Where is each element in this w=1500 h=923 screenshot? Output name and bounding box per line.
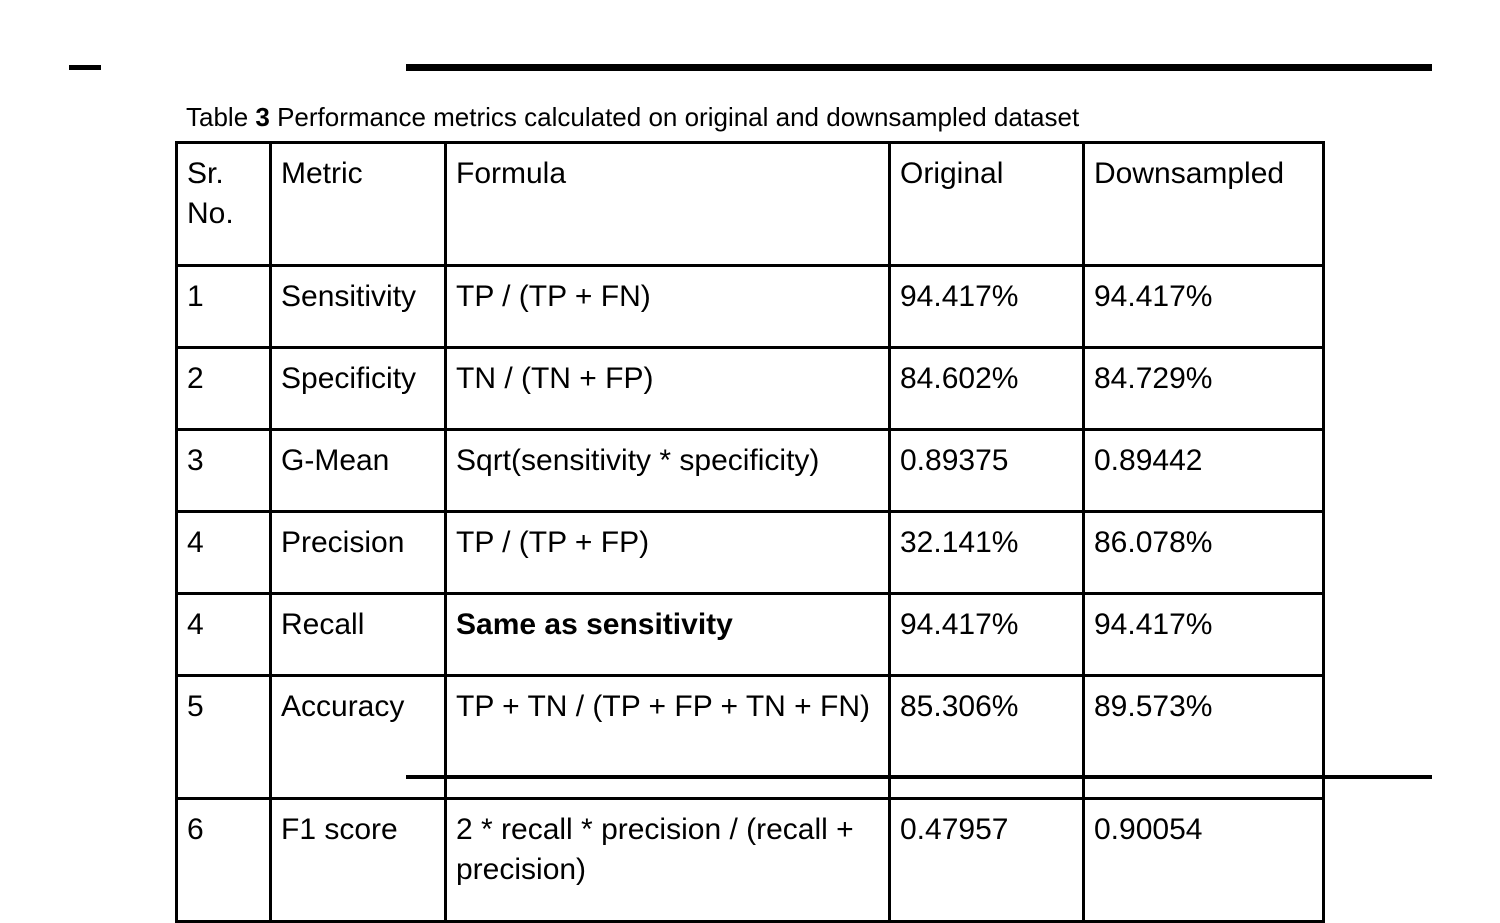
cell-original: 94.417% [890, 594, 1084, 676]
header-dash [69, 65, 101, 70]
performance-metrics-table [175, 141, 1325, 923]
cell-original: 0.47957 [890, 799, 1084, 922]
table-row [177, 266, 1324, 348]
cell-formula: 2 * recall * precision / (recall + precision) [446, 799, 890, 922]
cell-metric: G-Mean [271, 430, 446, 512]
table-row [177, 430, 1324, 512]
cell-downsampled: 94.417% [1084, 266, 1324, 348]
cell-metric: Sensitivity [271, 266, 446, 348]
cell-formula: TN / (TN + FP) [446, 348, 890, 430]
cell-original: 84.602% [890, 348, 1084, 430]
header-original: Original [890, 143, 1084, 266]
cell-sr-no: 4 [177, 594, 271, 676]
header-metric: Metric [271, 143, 446, 266]
cell-sr-no: 3 [177, 430, 271, 512]
cell-metric: Specificity [271, 348, 446, 430]
cell-sr-no: 1 [177, 266, 271, 348]
table-row [177, 512, 1324, 594]
cell-original: 0.89375 [890, 430, 1084, 512]
top-rule [406, 64, 1432, 71]
cell-formula: TP / (TP + FN) [446, 266, 890, 348]
table-row [177, 348, 1324, 430]
cell-sr-no: 2 [177, 348, 271, 430]
cell-sr-no: 4 [177, 512, 271, 594]
cell-sr-no: 5 [177, 676, 271, 799]
caption-text: Performance metrics calculated on original and downsampled dataset [269, 102, 1080, 132]
cell-downsampled: 86.078% [1084, 512, 1324, 594]
cell-downsampled: 0.89442 [1084, 430, 1324, 512]
header-sr-no: Sr. No. [177, 143, 271, 266]
bottom-rule [406, 775, 1432, 779]
cell-metric: Recall [271, 594, 446, 676]
cell-downsampled: 84.729% [1084, 348, 1324, 430]
cell-downsampled: 89.573% [1084, 676, 1324, 799]
header-formula: Formula [446, 143, 890, 266]
cell-metric: Accuracy [271, 676, 446, 799]
caption-prefix: Table [186, 102, 256, 132]
header-downsampled: Downsampled [1084, 143, 1324, 266]
table-row [177, 799, 1324, 922]
cell-original: 85.306% [890, 676, 1084, 799]
cell-formula: TP + TN / (TP + FP + TN + FN) [446, 676, 890, 799]
table-caption [186, 101, 1079, 133]
cell-original: 32.141% [890, 512, 1084, 594]
table-header-row [177, 143, 1324, 266]
table-row [177, 594, 1324, 676]
cell-downsampled: 94.417% [1084, 594, 1324, 676]
table-row [177, 676, 1324, 799]
cell-metric: Precision [271, 512, 446, 594]
cell-formula: Same as sensitivity [446, 594, 890, 676]
cell-formula: TP / (TP + FP) [446, 512, 890, 594]
cell-metric: F1 score [271, 799, 446, 922]
cell-sr-no: 6 [177, 799, 271, 922]
cell-downsampled: 0.90054 [1084, 799, 1324, 922]
cell-formula: Sqrt(sensitivity * specificity) [446, 430, 890, 512]
caption-table-number: 3 [255, 102, 270, 132]
cell-original: 94.417% [890, 266, 1084, 348]
